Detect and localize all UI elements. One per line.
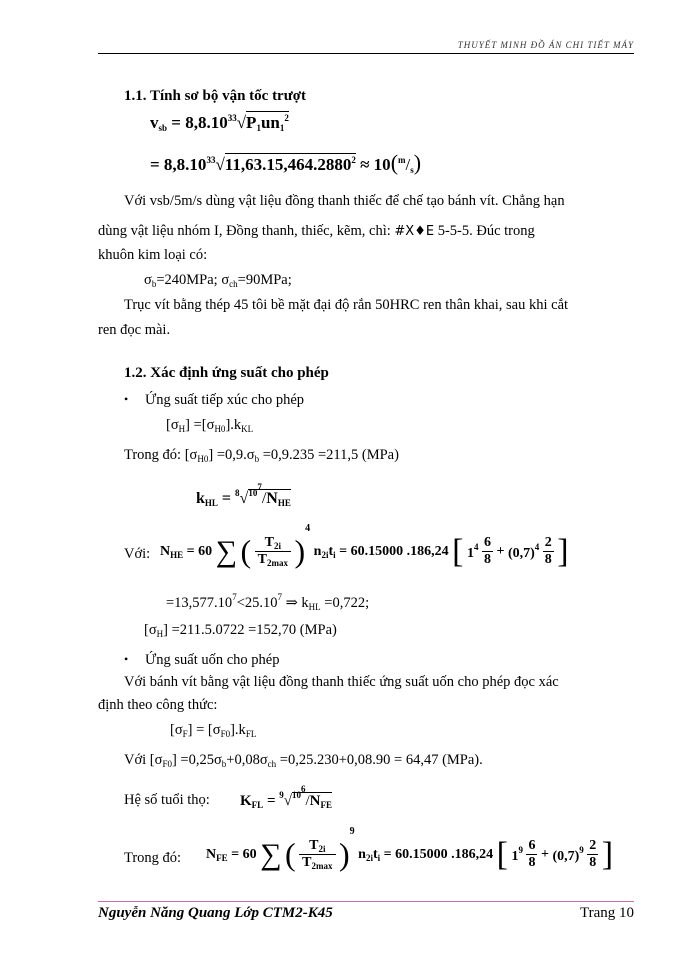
equation-nfe: $N_{FE} = 60$ ∑ ( $T_{2i}$ $T_{2max}$ )9 $n_{2i}t_i = 60.15000$ .186,24 [ $1^9$ $\frac{6}{8}$ + $(0,7)^9$ $\frac{2}{8}$ ] [206,826,614,873]
kfl-lead: Hệ số tuổi thọ: [124,792,210,808]
paragraph-7: định theo công thức: [98,697,218,713]
paragraph-3: khuôn kim loại có: [98,247,208,263]
sigma-values: $\sigma_b=240MPa$; $\sigma_{ch}=90MPa$; [144,272,292,289]
paragraph-1: Với vsb/5m/s dùng vật liệu đồng thanh thiếc để chế tạo bánh vít. Chẳng hạn [124,193,565,209]
formula-sigma-h0: Trong đó: $[\sigma_{H0}] =0,9.\sigma_b =0,9.235 =211,5$ (MPa) [124,447,399,464]
paragraph-5: ren đọc mài. [98,322,171,338]
section-1-1-heading: 1.1. Tính sơ bộ vận tốc trượt [124,88,307,104]
paragraph-2: dùng vật liệu nhóm I, Đồng thanh, thiếc, kẽm, chì: #X♦E 5-5-5. Đúc trong [98,223,535,239]
equation-vsb-value: = $8,8.10^{33}√11,63.15,464.2880^2 \approx 10(^m/_s)$ [150,150,422,175]
equation-kfl: $K_{FL} = ^9√^{106}/N_{FE}$ [240,784,333,810]
equation-vsb: $v_{sb} = 8,8.10^{33}√P_1un_1^2$ [150,113,289,133]
paragraph-4: Trục vít bằng thép 45 tôi bề mặt đại độ rắn 50HRC ren thân khai, sau khi cắt [124,297,569,313]
result-line-1: $=13,577.10^7<25.10^7$ ⇒ $k_{HL} =0,722$; [166,592,370,612]
formula-sigma-f0: Với $[\sigma_{F0}] =0,25\sigma_b+0,08\sigma_{ch} =0,25.230+0,08.90 = 64,47$ (MPa). [124,752,483,769]
header-rule [98,53,634,54]
footer-author: Nguyễn Năng Quang Lớp CTM2-K45 [98,905,333,921]
bullet-icon: • [124,652,129,666]
nhe-lead: Với: [124,546,151,562]
result-line-2: $[\sigma_H] =211.5.0722 =152,70$ (MPa) [144,622,337,639]
formula-sigma-f: $[\sigma_F] = [\sigma_{F0}].k_{FL}$ [170,722,257,739]
page-header-title: THUYẾT MINH ĐỒ ÁN CHI TIẾT MÁY [457,40,634,50]
bullet-icon: • [124,392,129,406]
equation-nhe: $N_{HE} = 60$ ∑ ( $T_{2i}$ $T_{2max}$ )4 $n_{2i}t_i = 60.15000$ .186,24 [ $1^4$ $\frac{6}{8}$ + $(0,7)^4$ $\frac{2}{8}$ ] [160,523,569,570]
footer-rule [98,901,634,902]
paragraph-6: Với bánh vít bằng vật liệu đồng thanh thiếc ứng suất uốn cho phép đọc xác [124,674,559,690]
equation-khl: $k_{HL} = ^8√^{107}/N_{HE}$ [196,482,291,508]
bullet-2-text: Ứng suất uốn cho phép [145,652,280,668]
page-number: Trang 10 [579,905,634,921]
nfe-lead: Trong đó: [124,850,182,866]
bullet-1-text: Ứng suất tiếp xúc cho phép [145,392,305,408]
section-1-2-heading: 1.2. Xác định ứng suất cho phép [124,365,329,381]
formula-sigma-h: $[\sigma_H] =[\sigma_{H0}].k_{KL}$ [166,417,254,434]
